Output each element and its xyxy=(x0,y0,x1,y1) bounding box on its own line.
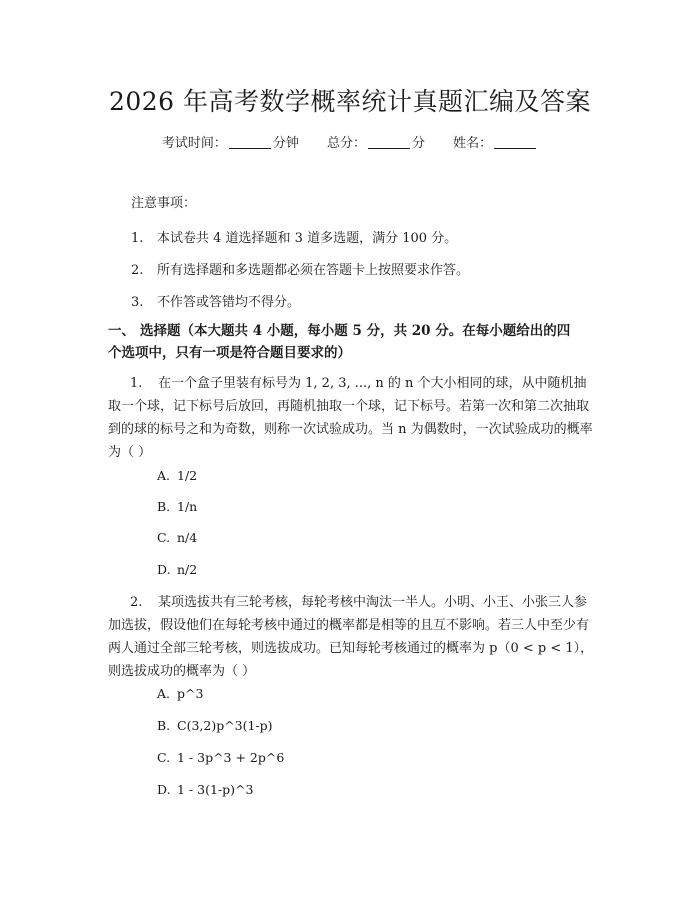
note-item xyxy=(131,259,469,278)
name-field xyxy=(453,132,538,151)
option-letter: A. xyxy=(157,468,171,483)
option-text: n/4 xyxy=(177,530,198,545)
option-a xyxy=(157,686,203,701)
question-1 xyxy=(108,372,598,464)
score-label: 总分： xyxy=(326,136,366,151)
note-text: 所有选择题和多选题都必须在答题卡上按照要求作答。 xyxy=(157,263,470,278)
exam-info-line xyxy=(0,132,700,151)
option-text: 1 - 3(1-p)^3 xyxy=(177,782,254,797)
note-number: 1. xyxy=(131,231,144,246)
option-text: 1/2 xyxy=(177,468,198,483)
option-a xyxy=(157,468,197,483)
option-letter: D. xyxy=(157,562,171,577)
section-heading xyxy=(108,320,578,364)
option-text: n/2 xyxy=(177,562,198,577)
question-text: 在一个盒子里装有标号为 1, 2, 3, ..., n 的 n 个大小相同的球，从中随机抽取一个球，记下标号后放回，再随机抽取一个球，记下标号。若第一次和第二次抽取到的球的标号之和为奇数，则称一次试验成功。当 n 为偶数时，一次试验成功的概率为（ ） xyxy=(108,376,593,460)
time-blank xyxy=(229,136,271,149)
option-b xyxy=(157,499,197,514)
page-title: 2026 年高考数学概率统计真题汇编及答案 xyxy=(108,87,592,116)
question-number: 2. xyxy=(130,595,143,610)
note-text: 不作答或答错均不得分。 xyxy=(157,295,301,310)
option-d xyxy=(157,782,253,797)
option-letter: B. xyxy=(157,718,171,733)
name-label: 姓名： xyxy=(453,136,493,151)
option-letter: C. xyxy=(157,750,171,765)
question-2 xyxy=(108,591,598,683)
score-blank xyxy=(368,136,410,149)
option-text: p^3 xyxy=(177,686,204,701)
option-letter: B. xyxy=(157,499,171,514)
name-blank xyxy=(494,136,536,149)
option-d xyxy=(157,562,197,577)
section-number: 一、 xyxy=(108,323,135,339)
option-letter: A. xyxy=(157,686,171,701)
score-unit: 分 xyxy=(412,136,426,151)
question-number: 1. xyxy=(130,376,143,391)
time-label: 考试时间： xyxy=(161,136,227,151)
option-letter: D. xyxy=(157,782,171,797)
score-field xyxy=(327,132,425,151)
option-b xyxy=(157,718,273,733)
option-text: 1 - 3p^3 + 2p^6 xyxy=(177,750,285,765)
option-c xyxy=(157,530,197,545)
option-text: 1/n xyxy=(177,499,198,514)
question-text: 某项选拔共有三轮考核，每轮考核中淘汰一半人。小明、小王、小张三人参加选拔，假设他们在每轮考核中通过的概率都是相等的且互不影响。若三人中至少有两人通过全部三轮考核，则选拔成功。已知每轮考核通过的概率为 p（0 < p < 1），则选拔成功的概率为（ ） xyxy=(108,595,594,679)
notes-heading: 注意事项： xyxy=(131,196,197,211)
note-number: 2. xyxy=(131,263,144,278)
option-letter: C. xyxy=(157,530,171,545)
option-text: C(3,2)p^3(1-p) xyxy=(177,718,273,733)
note-text: 本试卷共 4 道选择题和 3 道多选题，满分 100 分。 xyxy=(157,231,458,246)
time-field xyxy=(162,132,299,151)
section-text: 选择题（本大题共 4 小题，每小题 5 分，共 20 分。在每小题给出的四个选项中，只有一项是符合题目要求的） xyxy=(108,323,571,361)
note-item xyxy=(131,291,300,310)
time-unit: 分钟 xyxy=(272,136,299,151)
note-item xyxy=(131,227,457,246)
option-c xyxy=(157,750,284,765)
note-number: 3. xyxy=(131,295,144,310)
